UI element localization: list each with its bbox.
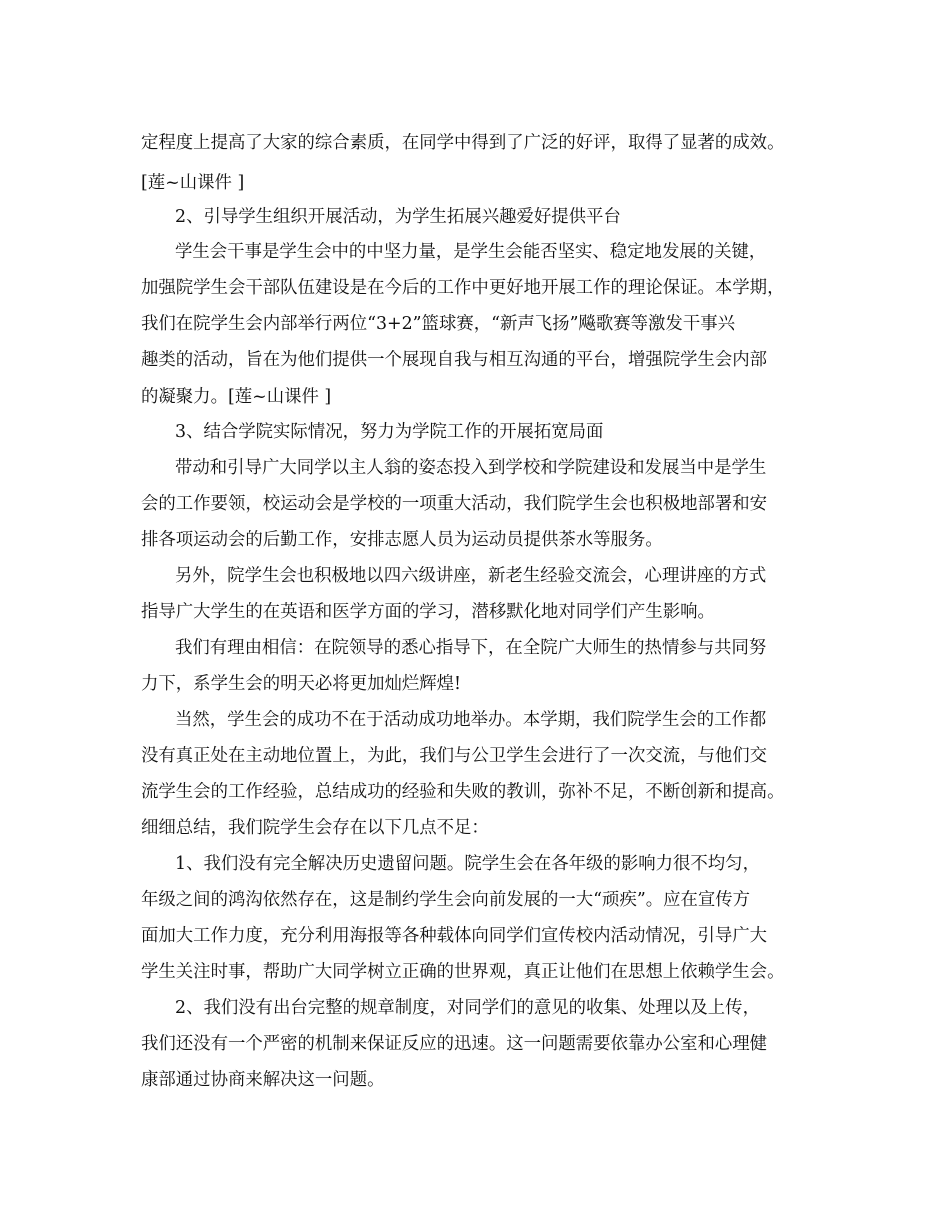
text-line: 学生关注时事，帮助广大同学树立正确的世界观，真正让他们在思想上依赖学生会。 <box>141 962 785 982</box>
text-line: 康部通过协商来解决这一问题。 <box>141 1070 385 1090</box>
text-line: 我们在院学生会内部举行两位“3+2”篮球赛，“新声飞扬”飚歌赛等激发干事兴 <box>141 314 735 334</box>
text-line: 当然，学生会的成功不在于活动成功地举办。本学期，我们院学生会的工作都 <box>175 710 767 730</box>
text-line: 的凝聚力。[莲~山课件 ] <box>141 387 332 407</box>
text-line: 流学生会的工作经验，总结成功的经验和失败的教训，弥补不足，不断创新和提高。 <box>141 782 785 802</box>
text-line: 我们还没有一个严密的机制来保证反应的迅速。这一问题需要依靠办公室和心理健 <box>141 1034 768 1054</box>
text-line: 趣类的活动，旨在为他们提供一个展现自我与相互沟通的平台，增强院学生会内部 <box>141 350 768 370</box>
text-line: 加强院学生会干部队伍建设是在今后的工作中更好地开展工作的理论保证。本学期， <box>141 278 785 298</box>
text-line: 2、我们没有出台完整的规章制度，对同学们的意见的收集、处理以及上传， <box>175 998 760 1018</box>
text-line: 排各项运动会的后勤工作，安排志愿人员为运动员提供茶水等服务。 <box>141 530 663 550</box>
text-line: 带动和引导广大同学以主人翁的姿态投入到学校和学院建设和发展当中是学生 <box>175 458 767 478</box>
text-line: 定程度上提高了大家的综合素质，在同学中得到了广泛的好评，取得了显著的成效。 <box>141 133 785 153</box>
text-line: 另外，院学生会也积极地以四六级讲座，新老生经验交流会，心理讲座的方式 <box>175 566 767 586</box>
text-line: 我们有理由相信：在院领导的悉心指导下，在全院广大师生的热情参与共同努 <box>175 638 767 658</box>
text-line: 年级之间的鸿沟依然存在，这是制约学生会向前发展的一大“顽疾”。应在宣传方 <box>141 890 751 910</box>
section-heading: 2、引导学生组织开展活动，为学生拓展兴趣爱好提供平台 <box>175 207 621 227</box>
text-line: 1、我们没有完全解决历史遗留问题。院学生会在各年级的影响力很不均匀， <box>175 854 760 874</box>
text-line: [莲~山课件 ] <box>141 173 245 193</box>
text-line: 指导广大学生的在英语和医学方面的学习，潜移默化地对同学们产生影响。 <box>141 602 715 622</box>
text-line: 会的工作要领，校运动会是学校的一项重大活动，我们院学生会也积极地部署和安 <box>141 494 768 514</box>
text-line: 细细总结，我们院学生会存在以下几点不足： <box>141 818 489 838</box>
section-heading: 3、结合学院实际情况，努力为学院工作的开展拓宽局面 <box>175 422 604 442</box>
text-line: 学生会干事是学生会中的中坚力量，是学生会能否坚实、稳定地发展的关键， <box>175 242 767 262</box>
text-line: 面加大工作力度，充分利用海报等各种载体向同学们宣传校内活动情况，引导广大 <box>141 926 768 946</box>
text-line: 没有真正处在主动地位置上，为此，我们与公卫学生会进行了一次交流，与他们交 <box>141 746 768 766</box>
text-line: 力下，系学生会的明天必将更加灿烂辉煌! <box>141 674 462 694</box>
